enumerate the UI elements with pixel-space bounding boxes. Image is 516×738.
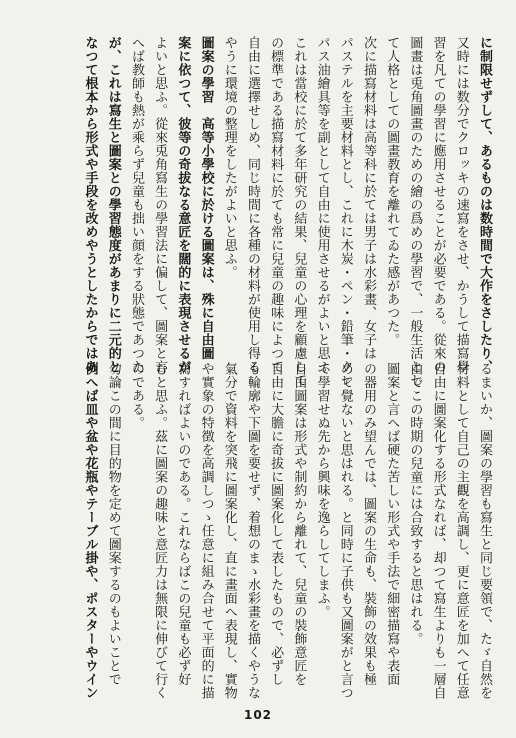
text-column: なつて根本から形式や手段を改めやうとしたからではあ: [82, 36, 98, 374]
text-column: が、これは寫生と圖案との學習態度があまりに二元的と: [105, 36, 121, 374]
text-column: これは當校に於て多年研究の結果、兒童の心理を顧慮して: [291, 36, 307, 387]
text-column: 由でこの時期の兒童には合致すると思はれる。: [407, 362, 423, 646]
text-column: 勿論この間に目的物を定めて圖案するのもよいことで: [105, 362, 121, 686]
text-column: の器用のみ望んでは、圖案の生命も、裝飾の效果も極: [360, 362, 376, 686]
text-column: めて覺ないと思はれる。と同時に子供も又圖案がと言つ: [337, 362, 353, 700]
page-number: 102: [243, 708, 273, 722]
text-column: のである。: [128, 362, 144, 430]
text-column: 自由に圖案化する形式なれば、却つて寫生よりも一層自: [430, 362, 446, 700]
text-column: や實象の特徴を高調しつゝ任意に組み合せて平面的に描: [198, 362, 214, 700]
text-column: 圖案と言へば硬た苦しい形式や手法で細密描寫や表面: [384, 362, 400, 686]
text-column: の標準である描寫材料に於ても常に兒童の趣味によつて: [268, 36, 284, 374]
text-column: 寫すればよいのである。これならばこの兒童も必ず好: [175, 362, 191, 686]
text-column: 案に依つて、彼等の奇拔なる意匠を闊的に表現させるが: [175, 36, 191, 374]
text-column: やうに環境の整理をしたがよいと思ふ。: [221, 36, 237, 279]
text-column: 自由に大膽に奇拔に圖案化して表したもので、必ずし: [268, 362, 284, 686]
upper-text-block: [78, 36, 496, 387]
text-column: 次に描寫材料は高等科に於ては男子は水彩畫、女子は: [360, 36, 376, 360]
text-column: 圖畫は兎角圖畫のための繪の爲めの學習で、一般生活とし: [407, 36, 423, 387]
text-column: パステルを主要材料とし、これに木炭・ペン・鉛筆・クレ: [337, 36, 353, 387]
text-column: 例へば皿や盆や花瓶やテーブル掛や、ポスターやウイン: [82, 362, 98, 700]
text-column: 材料として自己の主觀を高調し、更に意匠を加へて任意: [453, 362, 469, 700]
text-column: に制限せずして、あるものは数時間で大作をさしたり、: [477, 36, 492, 374]
lower-text-block: [78, 362, 496, 700]
text-column: よいと思ふ。從來兎角寫生の學習法に偏して、圖案と言: [152, 36, 168, 374]
text-column: て學習せぬ先から興味を逸らしてしまふ。: [314, 362, 330, 619]
text-column: むと思ふ。茲に圖案の趣味と意匠力は無限に伸びて行く: [152, 362, 168, 700]
text-column: 氣分で資料を突飛に圖案化し、直に畫面へ表現し、實物: [221, 362, 237, 700]
section-heading-column: 圖案の學習 高等小學校に於ける圖案は、殊に自由圖: [198, 36, 214, 360]
text-column: パス油繪具等を副として自由に使用させるがよいと思ふ: [314, 36, 330, 374]
text-column: るまいか、圖案の學習も寫生と同じ要領で、たゞ自然を: [477, 362, 492, 700]
text-column: 自由圖案は形式や制約から離れて、兒童の裝飾意匠を: [291, 362, 307, 686]
text-column: 又時には数分でクロッキの速寫をさせ、かうして描寫學: [453, 36, 469, 374]
text-column: て人格としての圖畫教育を離れてゐた感があつた。: [384, 36, 400, 347]
text-column: へば教師も熱が乘らず兒童も拙い顔をする狀態であつた: [128, 36, 144, 374]
text-column: 自由に選擇せしめ、同じ時間に各種の材料が使用し得る: [244, 36, 260, 374]
text-column: も輪廓や下圖を要せず、着想のまゝ水彩畫を描くやうな: [244, 362, 260, 700]
text-column: 習を凡ての學習に應用させることが必要である。從來の: [430, 36, 446, 374]
